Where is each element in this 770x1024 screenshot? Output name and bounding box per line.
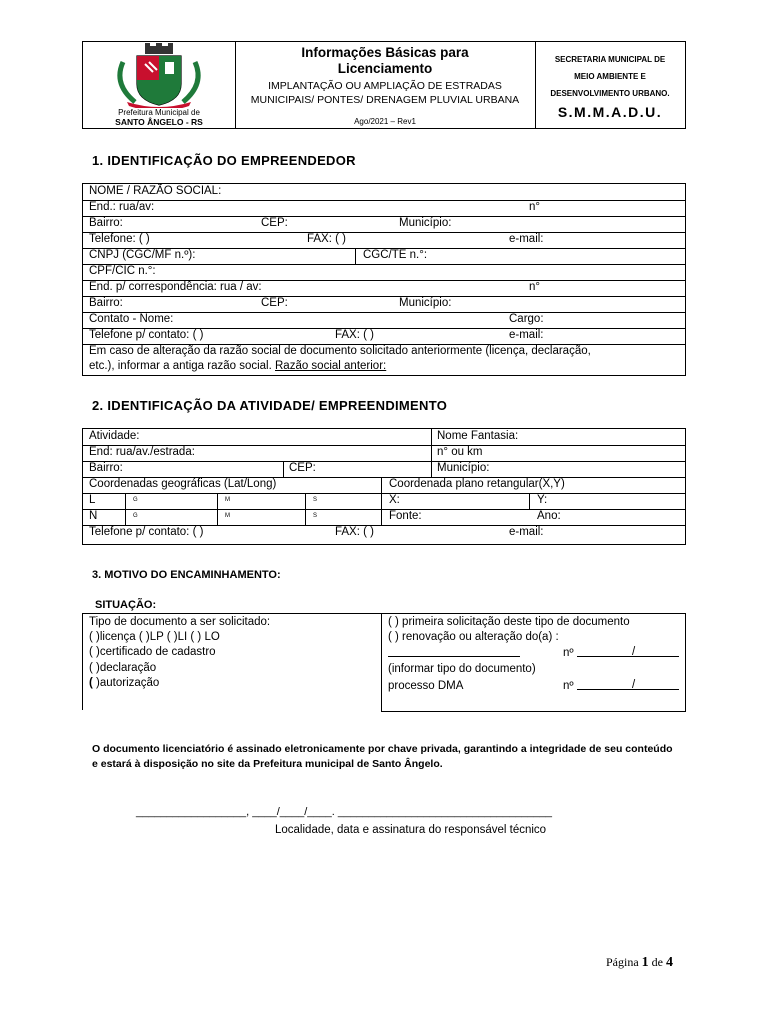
label-numero-dma: nº: [563, 680, 574, 692]
divider: [355, 248, 356, 264]
option-autorizacao[interactable]: [89, 676, 159, 691]
document-type-box: [82, 613, 382, 710]
activity-form-box: [82, 428, 686, 545]
label-municipio-atividade: Município:: [437, 462, 490, 474]
slash-dma: /: [632, 679, 636, 691]
label-end-correspondencia: End. p/ correspondência: rua / av:: [89, 281, 262, 293]
page-number: [606, 955, 673, 971]
note-line2: e estará à disposição no site da Prefeitura municipal de Santo Ângelo.: [92, 758, 443, 770]
label-bairro-2: Bairro:: [89, 297, 123, 309]
signature-caption: Localidade, data e assinatura do responsável técnico: [275, 824, 547, 836]
label-cep: CEP:: [261, 217, 288, 229]
secretaria-acronym: S.M.M.A.D.U.: [557, 104, 663, 120]
label-fax-2: FAX: ( ): [335, 329, 374, 341]
label-numero-2: n°: [529, 281, 540, 293]
label-n-km: n° ou km: [437, 446, 483, 458]
electronic-signature-note: [92, 742, 692, 772]
label-x: X:: [389, 494, 400, 506]
note-line1: O documento licenciatório é assinado eletronicamente por chave privada, garantindo a integridade de seu conteúdo: [92, 743, 673, 755]
label-fax-atividade: FAX: ( ): [335, 526, 374, 538]
request-situation-box: [381, 613, 686, 712]
divider: [529, 493, 530, 509]
label-fonte: Fonte:: [389, 510, 422, 522]
page-label: Página: [606, 955, 642, 969]
row-coordenadas: [83, 477, 685, 494]
label-min-lat: M: [225, 497, 230, 503]
label-autorizacao: )autorização: [96, 677, 160, 689]
page-total: 4: [666, 955, 673, 970]
title-cell: [235, 42, 536, 128]
numero-dma-field[interactable]: [577, 689, 679, 690]
logo-cell: [83, 42, 236, 128]
row-bairro[interactable]: [83, 216, 685, 233]
row-telefone-atividade[interactable]: [83, 525, 685, 541]
row-telefone-contato[interactable]: [83, 328, 685, 345]
row-lat[interactable]: [83, 493, 685, 510]
row-cnpj[interactable]: [83, 248, 685, 265]
revision-label: Ago/2021 – Rev1: [354, 117, 416, 126]
label-nome-fantasia: Nome Fantasia:: [437, 430, 519, 442]
numero-renovacao-field[interactable]: [577, 656, 679, 657]
form-subtitle-line2: MUNICIPAIS/ PONTES/ DRENAGEM PLUVIAL URBANA: [250, 94, 520, 106]
secretaria-line3: DESENVOLVIMENTO URBANO.: [550, 89, 670, 98]
row-endereco[interactable]: [83, 200, 685, 217]
label-cgcte: CGC/TE n.°:: [363, 249, 428, 261]
row-long[interactable]: [83, 509, 685, 526]
obs-text: etc.), informar a antiga razão social.: [89, 360, 275, 372]
page-of: de: [648, 955, 666, 969]
label-telefone: Telefone: ( ): [89, 233, 150, 245]
label-lat: L: [89, 494, 96, 506]
label-end-atividade: End: rua/av./estrada:: [89, 446, 195, 458]
form-subtitle-line1: IMPLANTAÇÃO OU AMPLIAÇÃO DE ESTRADAS: [268, 80, 502, 92]
section3-title: 3. MOTIVO DO ENCAMINHAMENTO:: [92, 569, 281, 581]
label-email-atividade: e-mail:: [509, 526, 544, 538]
checkbox-autorizacao[interactable]: (: [89, 677, 97, 689]
divider: [283, 461, 284, 477]
page-current: 1: [641, 955, 649, 970]
row-nome[interactable]: [83, 184, 685, 201]
label-bairro: Bairro:: [89, 217, 123, 229]
entrepreneur-form-box: [82, 183, 686, 376]
label-bairro-atividade: Bairro:: [89, 462, 123, 474]
row-end-correspondencia[interactable]: [83, 280, 685, 297]
logo-caption-city: SANTO ÂNGELO - RS: [115, 117, 203, 127]
label-cep-atividade: CEP:: [289, 462, 316, 474]
row-end-atividade[interactable]: [83, 445, 685, 462]
situacao-label: SITUAÇÃO:: [95, 599, 157, 611]
option-primeira-solicitacao[interactable]: ( ) primeira solicitação deste tipo de documento: [388, 616, 630, 628]
row-bairro-atividade[interactable]: [83, 461, 685, 478]
label-telefone-contato: Telefone p/ contato: ( ): [89, 329, 204, 341]
label-coord-plano: Coordenada plano retangular(X,Y): [389, 478, 565, 490]
form-title-line1: Informações Básicas para: [301, 45, 469, 60]
label-municipio-2: Município:: [399, 297, 452, 309]
label-long: N: [89, 510, 98, 522]
option-certificado[interactable]: ( )certificado de cadastro: [89, 646, 216, 658]
label-y: Y:: [537, 494, 548, 506]
form-title: [235, 45, 535, 77]
label-tipo-documento: Tipo de documento a ser solicitado:: [89, 616, 271, 628]
obs-line1: Em caso de alteração da razão social de documento solicitado anteriormente (licença, declaração,: [89, 345, 591, 357]
label-email: e-mail:: [509, 233, 544, 245]
obs-line2: [89, 359, 386, 374]
label-cnpj: CNPJ (CGC/MF n.º):: [89, 249, 196, 261]
label-processo-dma: processo DMA: [388, 680, 464, 692]
secretaria-line1: SECRETARIA MUNICIPAL DE: [554, 55, 666, 64]
label-grau-lat: G: [133, 497, 138, 503]
label-coord-geo: Coordenadas geográficas (Lat/Long): [89, 478, 277, 490]
label-telefone-atividade: Telefone p/ contato: ( ): [89, 526, 204, 538]
signature-line[interactable]: __________________, ____/____/____. ___________________________________: [136, 806, 552, 818]
row-bairro-2[interactable]: [83, 296, 685, 313]
logo-caption-prefeitura: Prefeitura Municipal de: [118, 108, 200, 117]
option-renovacao[interactable]: ( ) renovação ou alteração do(a) :: [388, 631, 559, 643]
label-contato: Contato - Nome:: [89, 313, 174, 325]
label-municipio: Município:: [399, 217, 452, 229]
label-email-2: e-mail:: [509, 329, 544, 341]
secretaria-cell: [535, 42, 685, 128]
label-cpf: CPF/CIC n.°:: [89, 265, 156, 277]
label-numero-renovacao: nº: [563, 647, 574, 659]
option-licenca[interactable]: ( )licença ( )LP ( )LI ( ) LO: [89, 631, 220, 643]
slash-renovacao: /: [632, 646, 636, 658]
label-grau-long: G: [133, 513, 138, 519]
document-header: [82, 41, 686, 129]
label-cargo: Cargo:: [509, 313, 544, 325]
label-min-long: M: [225, 513, 230, 519]
label-atividade: Atividade:: [89, 430, 140, 442]
label-endereco: End.: rua/av:: [89, 201, 155, 213]
obs-underlined: Razão social anterior:: [275, 360, 387, 372]
row-atividade[interactable]: [83, 429, 685, 446]
row-razao-anterior[interactable]: [83, 344, 685, 375]
label-nome: NOME / RAZÃO SOCIAL:: [89, 185, 222, 197]
label-seg-long: S: [313, 513, 318, 519]
label-fax: FAX: ( ): [307, 233, 346, 245]
label-numero: n°: [529, 201, 540, 213]
form-subtitle: [235, 79, 535, 107]
coat-of-arms-logo: [83, 42, 235, 108]
row-cpf[interactable]: [83, 264, 685, 281]
secretaria-line2: MEIO AMBIENTE E: [574, 72, 646, 81]
label-cep-2: CEP:: [261, 297, 288, 309]
option-declaracao[interactable]: ( )declaração: [89, 662, 157, 674]
row-contato[interactable]: [83, 312, 685, 329]
label-informar-tipo: (informar tipo do documento): [388, 663, 536, 675]
section2-title: 2. IDENTIFICAÇÃO DA ATIVIDADE/ EMPREENDIMENTO: [92, 398, 448, 413]
label-ano: Ano:: [537, 510, 561, 522]
section1-title: 1. IDENTIFICAÇÃO DO EMPREENDEDOR: [92, 153, 356, 168]
row-telefone[interactable]: [83, 232, 685, 249]
label-seg-lat: S: [313, 497, 318, 503]
renovacao-type-field[interactable]: [388, 656, 520, 657]
form-title-line2: Licenciamento: [337, 61, 433, 76]
